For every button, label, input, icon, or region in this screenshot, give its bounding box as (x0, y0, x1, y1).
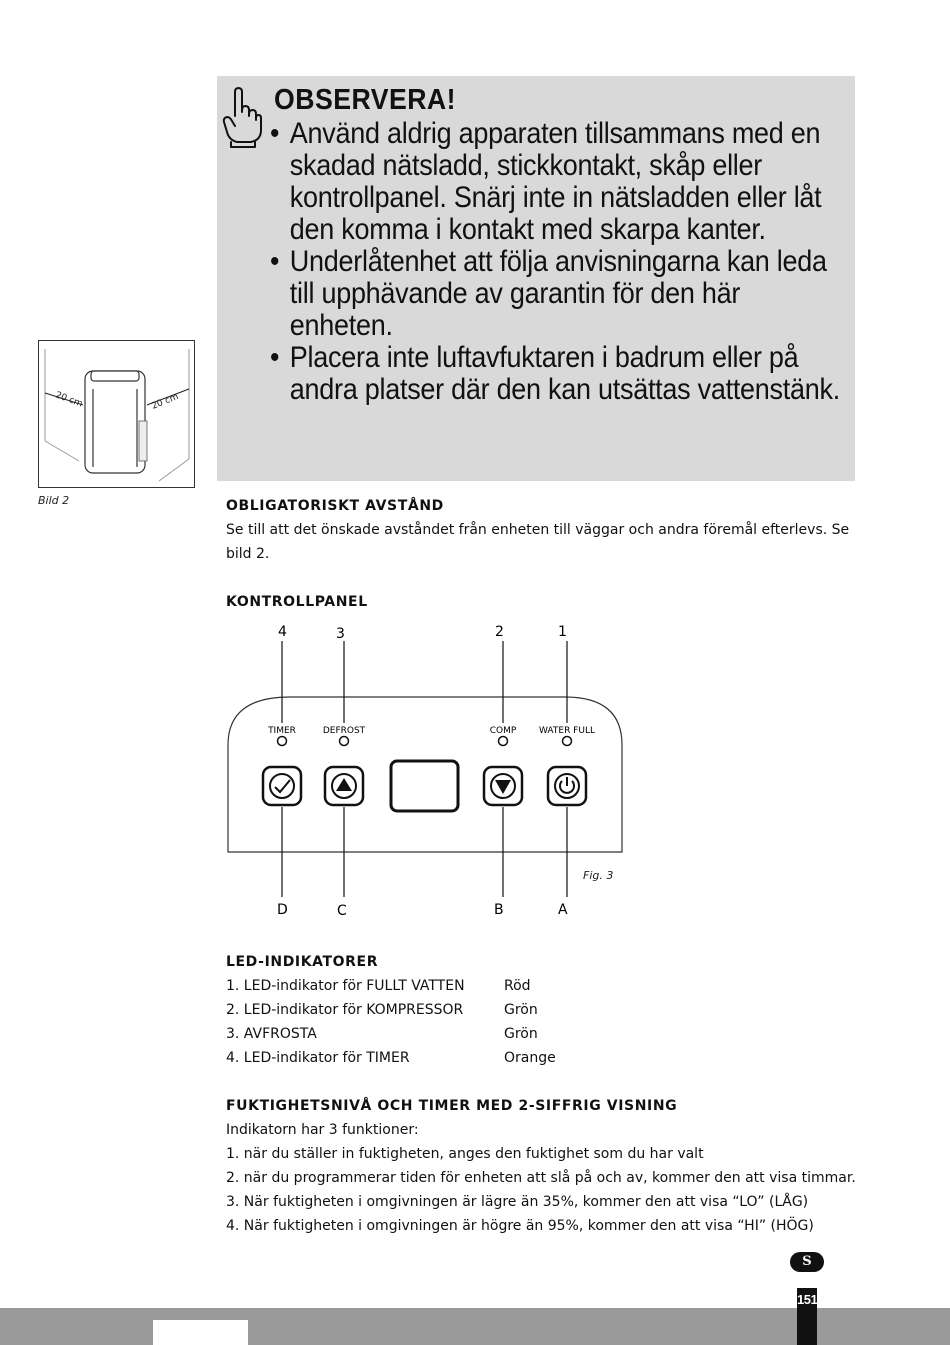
led-color: Grön (504, 1026, 538, 1042)
figure-2-illustration (38, 340, 195, 488)
led-name: 2. LED-indikator för KOMPRESSOR (226, 1002, 464, 1018)
led-indicators-table (226, 974, 556, 1070)
footer-white-block (153, 1320, 248, 1345)
humidity-display-list (226, 1118, 906, 1238)
number-4: 4 (278, 624, 287, 640)
table-row (226, 974, 556, 998)
led-label-comp: COMP (489, 726, 517, 736)
timer-button[interactable] (263, 767, 301, 805)
language-badge: S (790, 1252, 824, 1272)
warning-item: • Underlåtenhet att följa anvisningarna kan leda till upphävande av garantin för den här enheten. (270, 245, 827, 342)
dehumidifier-clearance-drawing (39, 341, 194, 487)
bullet: • (270, 245, 280, 278)
led-timer (278, 737, 287, 746)
led-defrost (340, 737, 349, 746)
distance-left-label: 20 cm (53, 390, 84, 410)
figure-2-caption: Bild 2 (38, 494, 70, 507)
power-button[interactable] (548, 767, 586, 805)
table-row (226, 1046, 556, 1070)
led-water-full (563, 737, 572, 746)
pointing-hand-icon (221, 86, 263, 148)
letter-c: C (337, 903, 347, 919)
warning-item: • Placera inte luftavfuktaren i badrum eller på andra platser där den kan utsättas vattenstänk. (270, 341, 840, 406)
bullet: • (270, 117, 280, 150)
number-3: 3 (336, 626, 345, 642)
warning-title: OBSERVERA! (274, 84, 457, 116)
led-indicators-heading: LED-INDIKATORER (226, 954, 379, 970)
led-name: 3. AVFROSTA (226, 1026, 317, 1042)
control-panel-diagram (220, 615, 640, 925)
led-label-water-full: WATER FULL (539, 726, 595, 736)
led-comp (499, 737, 508, 746)
table-row (226, 998, 556, 1022)
list-item: 3. När fuktigheten i omgivningen är lägre än 35%, kommer den att visa “LO” (LÅG) (226, 1194, 809, 1210)
led-label-defrost: DEFROST (322, 726, 366, 736)
letter-a: A (558, 902, 568, 918)
led-color: Orange (504, 1050, 556, 1066)
up-button[interactable] (325, 767, 363, 805)
display-window (391, 761, 458, 811)
figure-3-caption: Fig. 3 (583, 869, 614, 882)
letter-d: D (277, 902, 288, 918)
led-color: Grön (504, 1002, 538, 1018)
led-name: 1. LED-indikator för FULLT VATTEN (226, 978, 465, 994)
led-name: 4. LED-indikator för TIMER (226, 1050, 410, 1066)
warning-list (270, 118, 870, 406)
page-number: 151 (797, 1292, 818, 1307)
required-distance-heading: OBLIGATORISKT AVSTÅND (226, 498, 444, 514)
humidity-display-heading: FUKTIGHETSNIVÅ OCH TIMER MED 2-SIFFRIG VISNING (226, 1098, 678, 1114)
required-distance-text: Se till att det önskade avståndet från enheten till väggar och andra föremål efterlevs. Se bild 2. (226, 522, 850, 562)
number-1: 1 (558, 624, 567, 640)
number-2: 2 (495, 624, 504, 640)
bullet: • (270, 341, 280, 374)
list-item: 1. när du ställer in fuktigheten, anges den fuktighet som du har valt (226, 1146, 704, 1162)
led-color: Röd (504, 978, 531, 994)
down-button[interactable] (484, 767, 522, 805)
list-item: 2. när du programmerar tiden för enheten att slå på och av, kommer den att visa timmar. (226, 1170, 856, 1186)
list-item: 4. När fuktigheten i omgivningen är högre än 95%, kommer den att visa “HI” (HÖG) (226, 1218, 814, 1234)
led-label-timer: TIMER (268, 726, 296, 736)
table-row (226, 1022, 556, 1046)
distance-right-label: 20 cm (150, 392, 181, 412)
warning-item: • Använd aldrig apparaten tillsammans med en skadad nätsladd, stickkontakt, skåp eller kontrollpanel. Snärj inte in nätsladden eller låt den komma i kontakt med skarpa kanter. (270, 117, 822, 246)
control-panel-heading: KONTROLLPANEL (226, 594, 368, 610)
humidity-display-intro: Indikatorn har 3 funktioner: (226, 1122, 419, 1138)
letter-b: B (494, 902, 504, 918)
